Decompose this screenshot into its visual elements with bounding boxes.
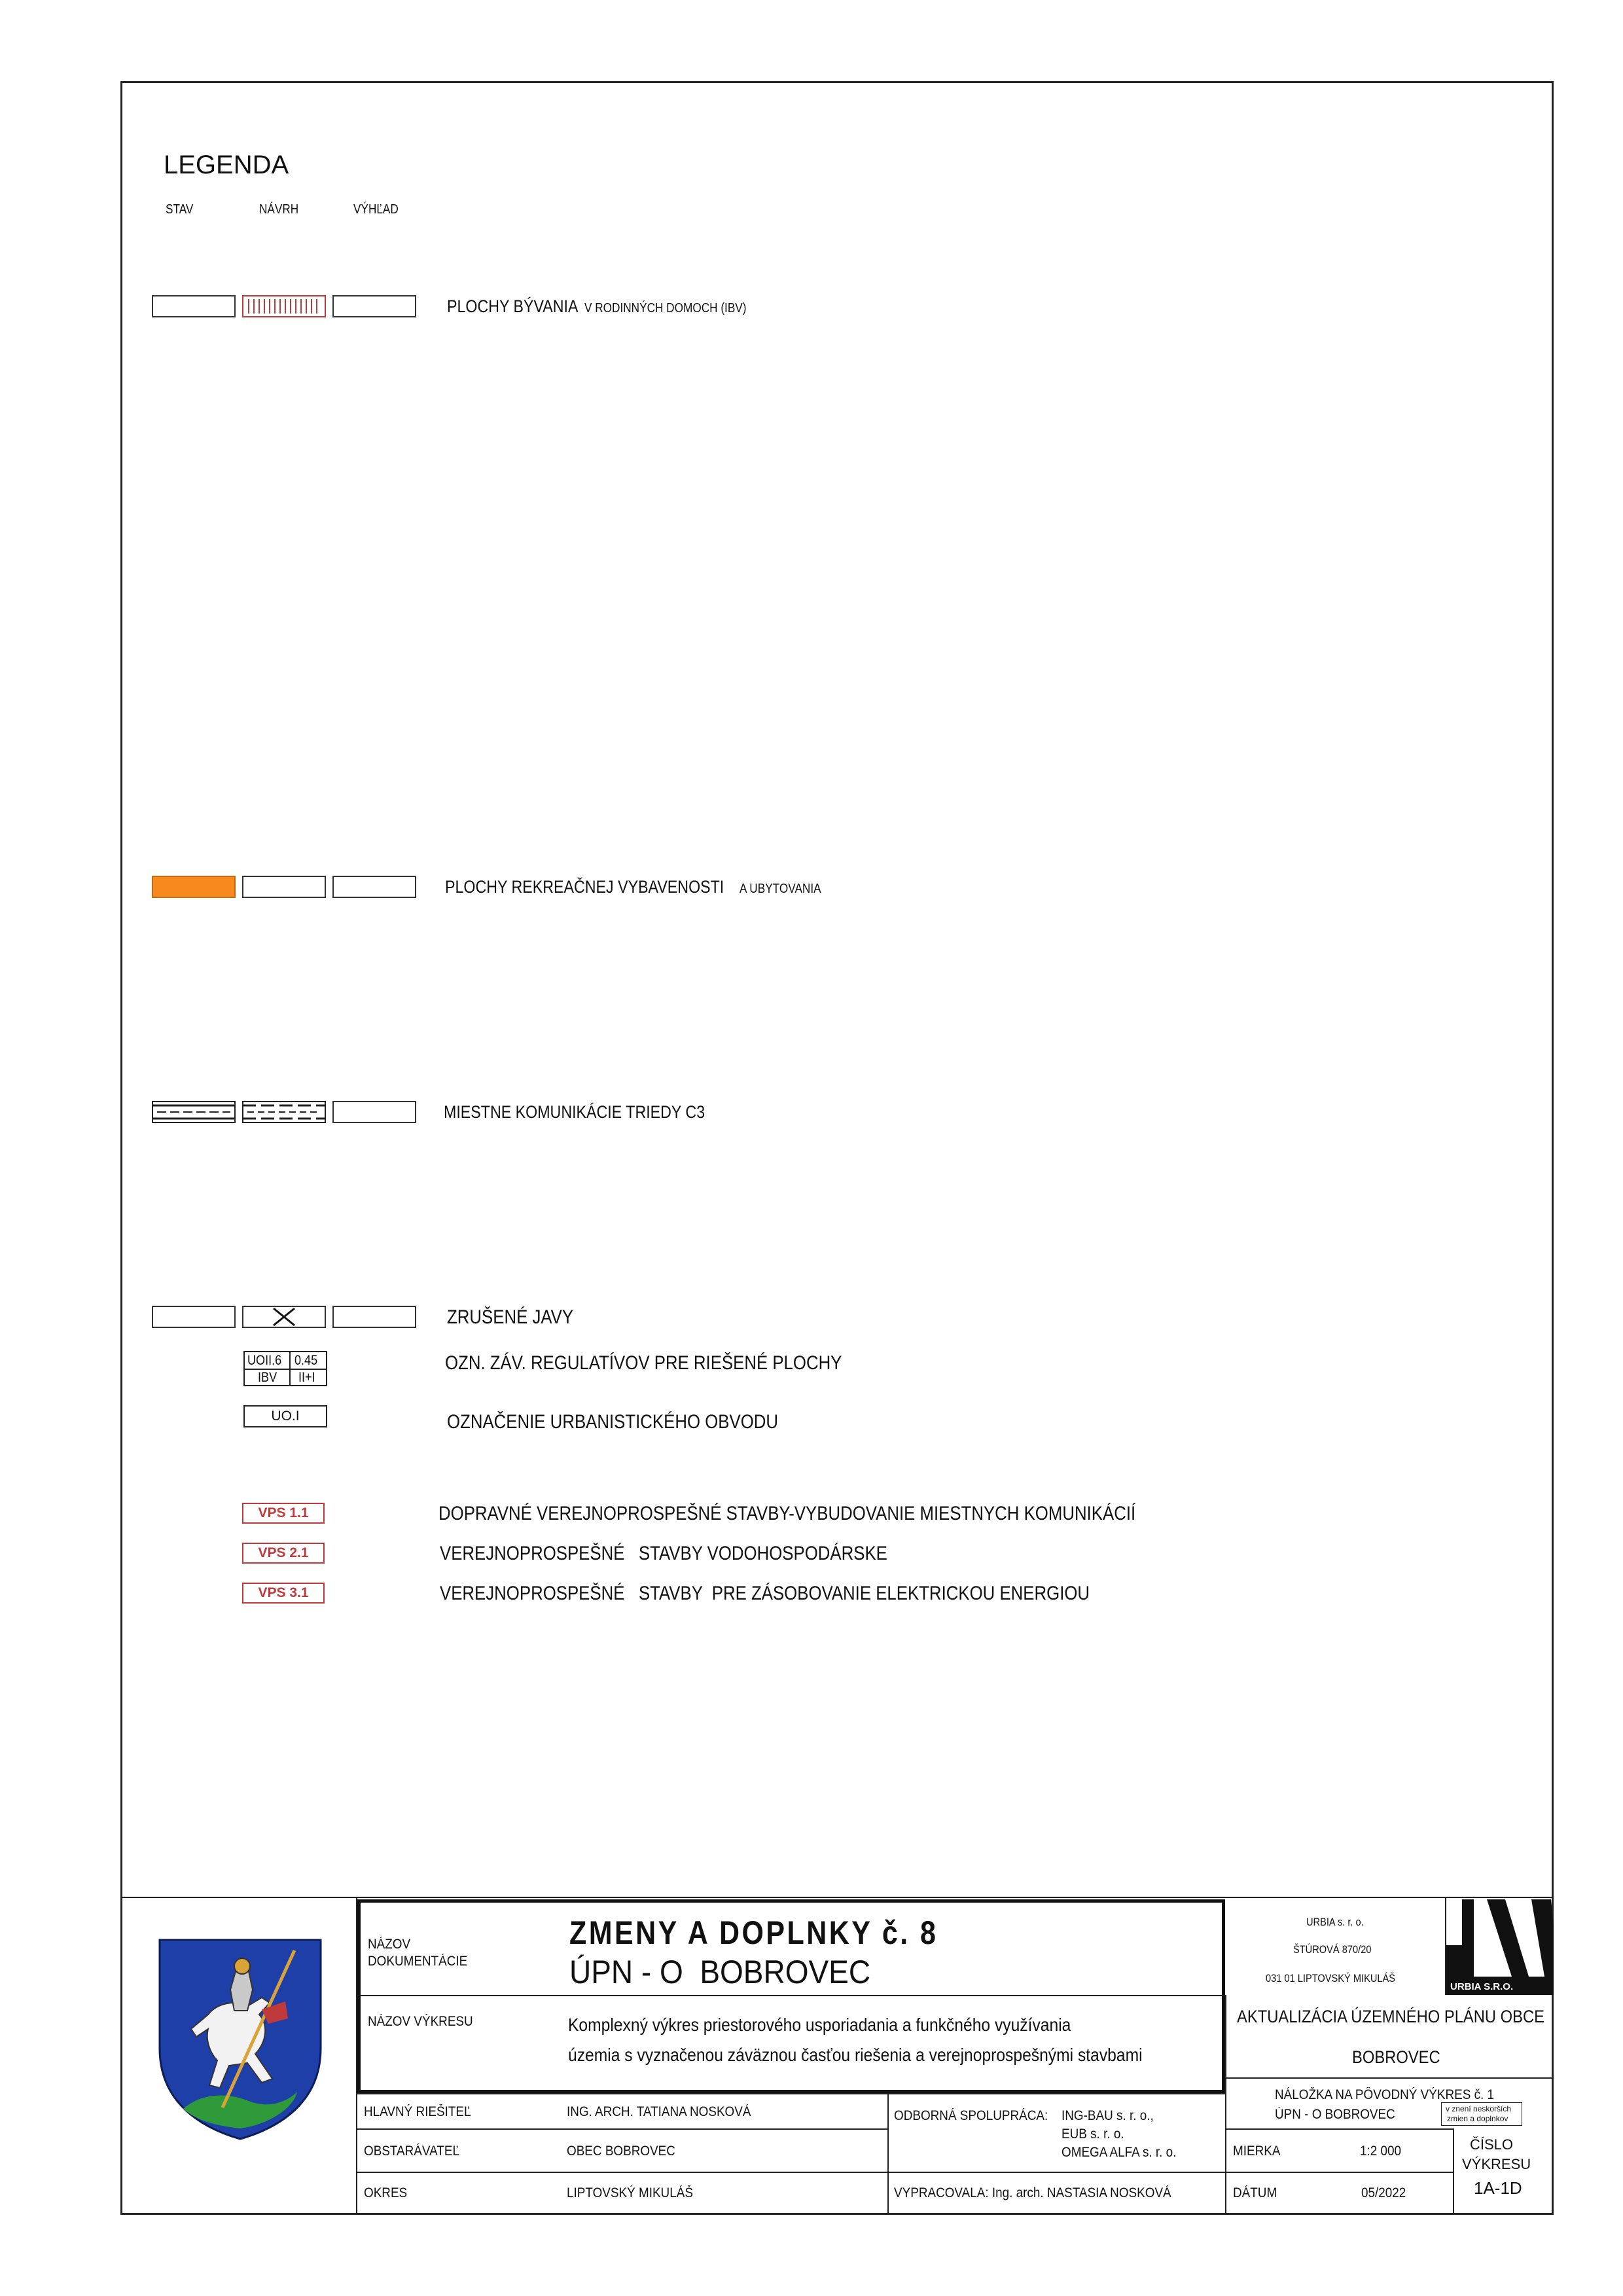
regulativ-tl: UOII.6 [247, 1353, 282, 1368]
company-street: ŠTÚROVÁ 870/20 [1293, 1943, 1372, 1956]
vps-text-1: DOPRAVNÉ VEREJNOPROSPEŠNÉ STAVBY-VYBUDOVANIE MIESTNYCH KOMUNIKÁCIÍ [438, 1503, 1136, 1524]
coat-of-arms-icon [157, 1937, 323, 2142]
column-stav: STAV [166, 202, 194, 217]
vps-text-3: VEREJNOPROSPEŠNÉ STAVBY PRE ZÁSOBOVANIE ELEKTRICKOU ENERGIOU [440, 1583, 1090, 1604]
okres-label: OKRES [364, 2185, 408, 2200]
swatch-housing-navrh [242, 295, 326, 317]
swatch-housing-vyhlad [332, 295, 416, 317]
legend-item-urban-district: OZNAČENIE URBANISTICKÉHO OBVODU [447, 1411, 779, 1433]
nazov-vykresu-label: NÁZOV VÝKRESU [368, 2014, 473, 2029]
regulativ-bl: IBV [258, 1370, 277, 1385]
okres-value: LIPTOVSKÝ MIKULÁŠ [567, 2185, 693, 2200]
nalozka-note: v znení neskorších zmien a doplnkov [1441, 2102, 1522, 2126]
urbia-logo [1446, 1899, 1554, 1995]
swatch-housing-stav [152, 295, 236, 317]
legend-item-main: PLOCHY REKREAČNEJ VYBAVENOSTI [445, 877, 724, 897]
doc-title-2: ÚPN - O BOBROVEC [569, 1954, 871, 1990]
swatch-cancelled-vyhlad [332, 1306, 416, 1328]
cislo-label-2: VÝKRESU [1462, 2156, 1531, 2172]
vps-badge-3: VPS 3.1 [242, 1583, 325, 1604]
datum-label: DÁTUM [1233, 2185, 1277, 2200]
legend-item-cancelled: ZRUŠENÉ JAVY [447, 1306, 574, 1328]
swatch-recreation-stav [152, 876, 236, 898]
legend-item-suffix: A UBYTOVANIA [740, 882, 821, 896]
swatch-road-vyhlad [332, 1101, 416, 1123]
vypracovala: VYPRACOVALA: Ing. arch. NASTASIA NOSKOVÁ [894, 2185, 1171, 2200]
mierka-value: 1:2 000 [1360, 2144, 1402, 2159]
nalozka-1: NÁLOŽKA NA PÔVODNÝ VÝKRES č. 1 [1275, 2087, 1495, 2102]
regulativ-symbol [243, 1351, 327, 1386]
odborna-label: ODBORNÁ SPOLUPRÁCA: [894, 2108, 1048, 2123]
cislo-value: 1A-1D [1474, 2178, 1522, 2198]
column-navrh: NÁVRH [259, 202, 299, 217]
hlavny-label: HLAVNÝ RIEŠITEĽ [364, 2104, 471, 2119]
legend-item-main: PLOCHY BÝVANIA [447, 296, 579, 316]
drawing-title-2: územia s vyznačenou záväznou časťou riešenia a verejnoprospešnými stavbami [568, 2045, 1143, 2065]
legend-item-recreation [445, 878, 834, 896]
swatch-road-stav [152, 1101, 236, 1123]
odborna-1: ING-BAU s. r. o., [1061, 2108, 1154, 2123]
hatch-pattern [243, 296, 325, 316]
hlavny-value: ING. ARCH. TATIANA NOSKOVÁ [567, 2104, 751, 2119]
cislo-label-1: ČÍSLO [1470, 2136, 1514, 2153]
vps-text-2: VEREJNOPROSPEŠNÉ STAVBY VODOHOSPODÁRSKE [440, 1543, 887, 1564]
datum-value: 05/2022 [1361, 2185, 1406, 2200]
obst-label: OBSTARÁVATEĽ [364, 2144, 459, 2159]
swatch-road-navrh [242, 1101, 326, 1123]
odborna-3: OMEGA ALFA s. r. o. [1061, 2145, 1177, 2160]
column-vyhlad: VÝHĽAD [353, 202, 399, 217]
swatch-cancelled-navrh [242, 1306, 326, 1328]
legend-item-housing [447, 298, 772, 315]
logo-caption: URBIA S.R.O. [1450, 1981, 1514, 1992]
company-name: URBIA s. r. o. [1306, 1916, 1364, 1928]
swatch-recreation-navrh [242, 876, 326, 898]
legend-item-suffix: V RODINNÝCH DOMOCH (IBV) [584, 301, 747, 315]
legend-item-regulativ: OZN. ZÁV. REGULATÍVOV PRE RIEŠENÉ PLOCHY [445, 1352, 842, 1374]
obst-value: OBEC BOBROVEC [567, 2144, 675, 2159]
drawing-title-1: Komplexný výkres priestorového usporiadania a funkčného využívania [568, 2015, 1071, 2035]
doc-title-1: ZMENY A DOPLNKY č. 8 [569, 1914, 938, 1951]
odborna-2: EUB s. r. o. [1061, 2126, 1124, 2142]
swatch-cancelled-stav [152, 1306, 236, 1328]
project-title-2: BOBROVEC [1352, 2047, 1440, 2067]
drawing-frame [120, 81, 1554, 2215]
urban-district-symbol: UO.I [243, 1405, 327, 1427]
vps-badge-1: VPS 1.1 [242, 1503, 325, 1524]
nazov-dok-label-2: DOKUMENTÁCIE [368, 1954, 468, 1969]
cross-icon [243, 1307, 325, 1327]
nalozka-2: ÚPN - O BOBROVEC [1275, 2107, 1395, 2122]
legend-item-roads: MIESTNE KOMUNIKÁCIE TRIEDY C3 [444, 1102, 705, 1122]
mierka-label: MIERKA [1233, 2144, 1281, 2159]
project-title-1: AKTUALIZÁCIA ÚZEMNÉHO PLÁNU OBCE [1237, 2007, 1545, 2026]
vps-badge-2: VPS 2.1 [242, 1543, 325, 1564]
regulativ-tr: 0.45 [294, 1353, 318, 1368]
legend-title: LEGENDA [164, 151, 289, 179]
company-city: 031 01 LIPTOVSKÝ MIKULÁŠ [1266, 1972, 1396, 1984]
regulativ-br: II+I [298, 1370, 315, 1385]
swatch-recreation-vyhlad [332, 876, 416, 898]
nazov-dok-label-1: NÁZOV [368, 1937, 411, 1952]
